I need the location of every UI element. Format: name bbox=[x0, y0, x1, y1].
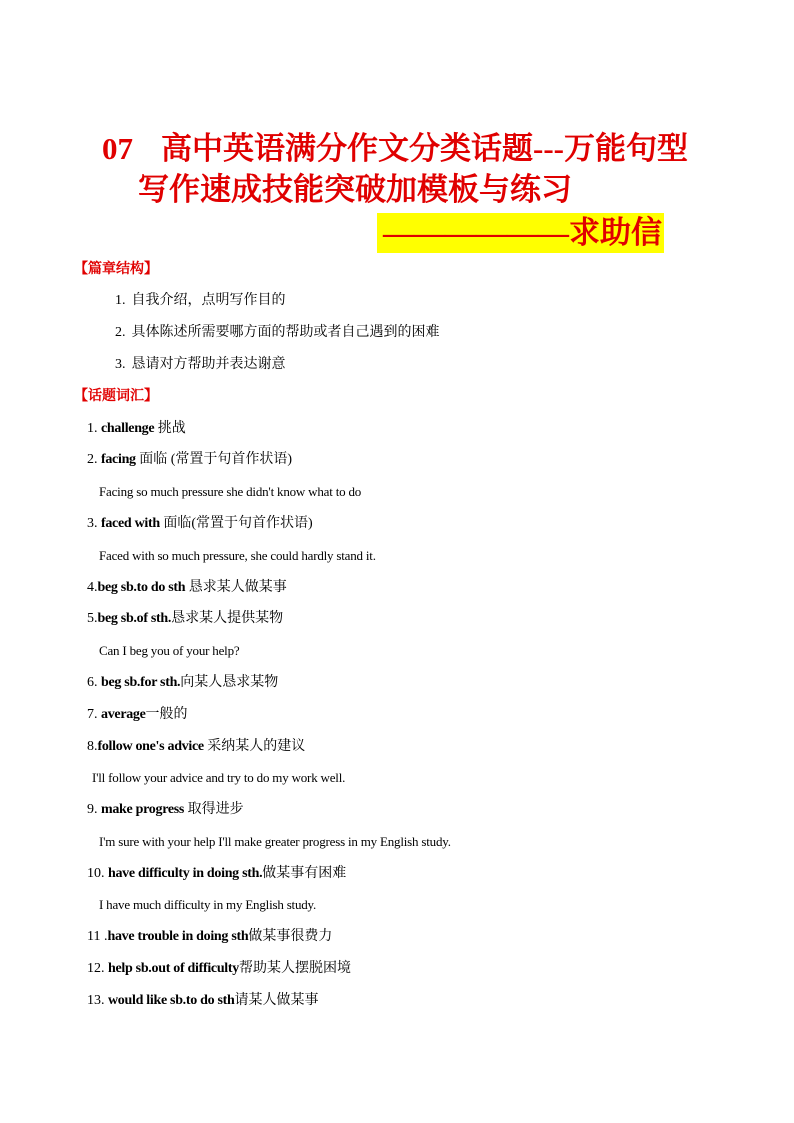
vocab-entry: 6. beg sb.for sth.向某人恳求某物 bbox=[87, 675, 279, 690]
vocab-term: challenge bbox=[101, 421, 155, 436]
vocab-meaning: 面临 (常置于句首作状语) bbox=[139, 452, 293, 467]
vocab-meaning: 恳求某人做某事 bbox=[188, 580, 287, 595]
vocab-meaning: 恳求某人提供某物 bbox=[171, 611, 284, 626]
vocab-entry: 12. help sb.out of difficulty帮助某人摆脱困境 bbox=[87, 961, 351, 976]
structure-item: 2. 具体陈述所需要哪方面的帮助或者自己遇到的困难 bbox=[115, 325, 440, 340]
vocab-term: average bbox=[101, 707, 146, 722]
title-main: 高中英语满分作文分类话题---万能句型 bbox=[161, 131, 688, 166]
vocab-entry: 3. faced with 面临(常置于句首作状语) bbox=[87, 516, 313, 531]
structure-item: 1. 自我介绍，点明写作目的 bbox=[115, 293, 286, 308]
vocab-meaning: 面临(常置于句首作状语) bbox=[163, 516, 313, 531]
vocab-meaning: 做某事有困难 bbox=[262, 866, 347, 881]
vocab-meaning: 做某事很费力 bbox=[248, 929, 333, 944]
structure-item: 3. 恳请对方帮助并表达谢意 bbox=[115, 357, 286, 372]
vocab-term: follow one's advice bbox=[97, 739, 204, 754]
vocab-entry: 10. have difficulty in doing sth.做某事有困难 bbox=[87, 866, 347, 881]
example-sentence: I'm sure with your help I'll make greater progress in my English study. bbox=[99, 834, 451, 849]
section-heading-structure: 【篇章结构】 bbox=[74, 262, 158, 277]
example-sentence: Facing so much pressure she didn't know what to do bbox=[99, 484, 362, 499]
example-sentence: I'll follow your advice and try to do my work well. bbox=[92, 770, 346, 785]
vocab-meaning: 请某人做某事 bbox=[234, 993, 319, 1008]
vocab-term: beg sb.to do sth bbox=[97, 580, 186, 595]
section-heading-vocab: 【话题词汇】 bbox=[74, 389, 158, 404]
example-sentence: I have much difficulty in my English study. bbox=[99, 897, 317, 912]
vocab-term: faced with bbox=[101, 516, 160, 531]
title-highlight bbox=[377, 213, 664, 253]
vocab-term: have trouble in doing sth bbox=[107, 929, 249, 944]
vocab-entry: 13. would like sb.to do sth请某人做某事 bbox=[87, 993, 319, 1008]
title-line-2: 写作速成技能突破加模板与练习 bbox=[138, 172, 572, 207]
vocab-term: beg sb.for sth. bbox=[101, 675, 181, 690]
title-line-1 bbox=[102, 133, 688, 164]
vocab-meaning: 一般的 bbox=[145, 707, 188, 722]
vocab-term: beg sb.of sth. bbox=[97, 611, 172, 626]
vocab-meaning: 帮助某人摆脱困境 bbox=[238, 961, 351, 976]
vocab-entry: 8.follow one's advice 采纳某人的建议 bbox=[87, 739, 306, 754]
vocab-entry: 4.beg sb.to do sth 恳求某人做某事 bbox=[87, 580, 287, 595]
vocab-meaning: 采纳某人的建议 bbox=[207, 739, 306, 754]
vocab-meaning: 向某人恳求某物 bbox=[180, 675, 279, 690]
vocab-term: would like sb.to do sth bbox=[108, 993, 235, 1008]
vocab-term: help sb.out of difficulty bbox=[108, 961, 239, 976]
vocab-entry: 7. average一般的 bbox=[87, 707, 188, 722]
title-subtopic: ——————求助信 bbox=[383, 215, 662, 250]
vocab-term: make progress bbox=[101, 802, 185, 817]
example-sentence: Faced with so much pressure, she could hardly stand it. bbox=[99, 548, 376, 563]
example-sentence: Can I beg you of your help? bbox=[99, 643, 240, 658]
vocab-entry: 1. challenge 挑战 bbox=[87, 421, 186, 436]
vocab-term: have difficulty in doing sth. bbox=[108, 866, 263, 881]
vocab-term: facing bbox=[101, 452, 136, 467]
vocab-entry: 11 .have trouble in doing sth做某事很费力 bbox=[87, 929, 333, 944]
vocab-meaning: 取得进步 bbox=[187, 802, 244, 817]
vocab-meaning: 挑战 bbox=[157, 421, 186, 436]
vocab-entry: 2. facing 面临 (常置于句首作状语) bbox=[87, 452, 293, 467]
vocab-entry: 9. make progress 取得进步 bbox=[87, 802, 244, 817]
vocab-entry: 5.beg sb.of sth.恳求某人提供某物 bbox=[87, 611, 284, 626]
chapter-number: 07 bbox=[102, 131, 133, 166]
